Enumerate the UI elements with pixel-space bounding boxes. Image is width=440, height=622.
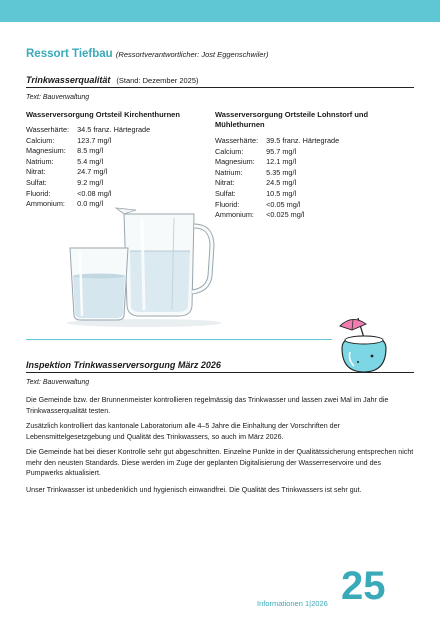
page-number: 25 [341,564,386,608]
parameter-value: 123.7 mg/l [77,135,112,145]
parameter-value: 34.5 franz. Härtegrade [77,125,151,134]
parameter-name: Natrium: [26,156,54,166]
parameter-name: Magnesium: [215,157,255,167]
section1-author: Text: Bauverwaltung [26,94,90,101]
parameter-value: 5.35 mg/l [266,167,297,177]
parameter-name: Sulfat: [26,177,47,187]
ressort-title: Ressort Tiefbau [26,48,113,60]
water-value-row [215,147,339,158]
water-value-row [215,178,339,189]
section-title-water-quality [26,75,199,85]
parameter-name: Sulfat: [215,188,236,198]
parameter-name: Nitrat: [215,178,235,188]
parameter-name: Calcium: [215,146,244,156]
parameter-value: 39.5 franz. Härtegrade [266,136,340,145]
section-rule [26,87,414,88]
water-value-row [26,178,150,189]
publication-label: Informationen 1|2026 [257,599,328,608]
parameter-value: 9.2 mg/l [77,177,104,187]
water-value-row [26,136,150,147]
water-quality-stand: (Stand: Dezember 2025) [116,76,199,85]
ressort-heading [26,48,268,60]
parameter-value: 12.1 mg/l [266,157,297,167]
parameter-value: <0.05 mg/l [266,199,301,209]
parameter-name: Natrium: [215,167,243,177]
parameter-value: 95.7 mg/l [266,146,297,156]
paragraph-2: Zusätzlich kontrolliert das kantonale Laboratorium alle 4–5 Jahre die Einhaltung der Vorschriften der Lebensmittelgesetzgebung und Qualität des Trinkwassers, so auch im März 2026. [26,422,340,441]
parameter-name: Fluorid: [26,188,51,198]
paragraph-4: Unser Trinkwasser ist unbedenklich und hygienisch einwandfrei. Die Qualität des Trinkwassers ist sehr gut. [26,486,362,494]
parameter-value: 24.5 mg/l [266,178,297,188]
section-title-inspection: Inspektion Trinkwasserversorgung März 2026 [26,360,221,370]
coconut-drink-icon [336,316,392,374]
ressort-subtitle: (Ressortverantwortlicher: Jost Eggenschwiler) [115,50,269,59]
paragraph-1: Die Gemeinde bzw. der Brunnenmeister kontrollieren regelmässig das Trinkwasser und lassen zwei Mal im Jahr die Trinkwasserqualität testen. [26,396,389,415]
left-column-heading: Wasserversorgung Ortsteil Kirchenthurnen [26,110,180,119]
water-value-row [215,189,339,200]
water-value-row [215,210,339,221]
parameter-value: <0.025 mg/l [266,210,305,220]
section-divider [26,339,332,340]
parameter-value: 8.5 mg/l [77,146,104,156]
parameter-name: Nitrat: [26,167,46,177]
section-rule [26,372,414,373]
water-value-row [215,200,339,211]
section2-author: Text: Bauverwaltung [26,379,90,386]
water-value-row [26,157,150,168]
parameter-name: Ammonium: [26,199,65,209]
water-value-row [26,167,150,178]
left-water-values-table [26,125,150,210]
right-water-values-table [215,136,339,221]
parameter-value: <0.08 mg/l [77,188,112,198]
parameter-value: 5.4 mg/l [77,156,104,166]
parameter-name: Fluorid: [215,199,240,209]
parameter-value: 10.5 mg/l [266,188,297,198]
parameter-name: Wasserhärte: [26,125,70,134]
water-value-row [215,168,339,179]
water-value-row [215,136,339,147]
parameter-name: Calcium: [26,135,55,145]
parameter-name: Magnesium: [26,146,66,156]
parameter-name: Wasserhärte: [215,136,259,145]
right-column-heading: Wasserversorgung Ortsteile Lohnstorf und Mühlethurnen [215,110,369,129]
parameter-value: 0.0 mg/l [77,199,104,209]
water-value-row [26,189,150,200]
water-jug-illustration [64,206,224,328]
water-quality-title: Trinkwasserqualität [26,75,111,85]
top-accent-band [0,0,440,22]
water-value-row [26,125,150,136]
parameter-value: 24.7 mg/l [77,167,108,177]
paragraph-3: Die Gemeinde hat bei dieser Kontrolle sehr gut abgeschnitten. Einzelne Punkte in der Qualitätssicherung entsprechen nicht mehr den neusten Standards. Diese werden im Zuge der geplanten Digitalisierung der Wasserreservoire und des Pumpwerks aktualisiert. [26,448,414,478]
water-value-row [26,146,150,157]
water-value-row [215,157,339,168]
parameter-name: Ammonium: [215,210,254,220]
